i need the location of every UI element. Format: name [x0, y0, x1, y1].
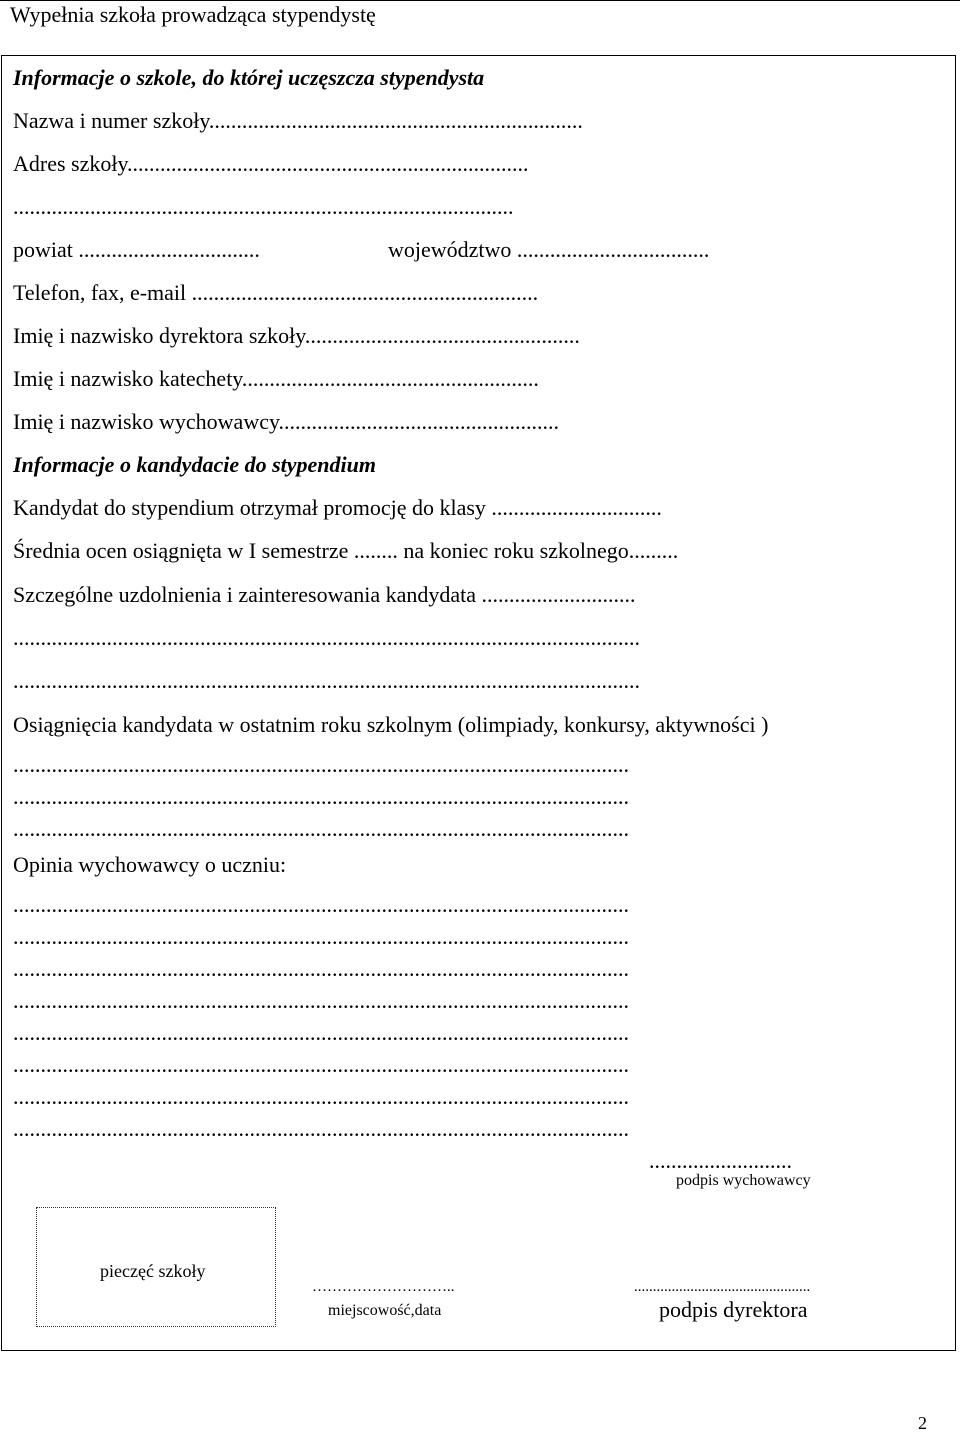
tutor-name-field[interactable]: Imię i nazwisko wychowawcy...................................................: [13, 409, 560, 434]
candidate-section-heading: Informacje o kandydacie do stypendium: [13, 452, 376, 477]
school-address-field[interactable]: Adres szkoły.........................................................................: [13, 151, 529, 176]
achievements-line[interactable]: ................................................................................................................: [13, 752, 629, 777]
contact-field[interactable]: Telefon, fax, e-mail ...............................................................: [13, 280, 539, 305]
opinion-line[interactable]: ................................................................................................................: [13, 1084, 629, 1109]
catechist-name-field[interactable]: Imię i nazwisko katechety......................................................: [13, 366, 539, 391]
place-date-line[interactable]: ………………………..: [312, 1279, 455, 1295]
opinion-line[interactable]: ................................................................................................................: [13, 924, 629, 949]
header-note: Wypełnia szkoła prowadząca stypendystę: [10, 2, 376, 27]
school-stamp-label: pieczęć szkoły: [100, 1261, 206, 1281]
promotion-field[interactable]: Kandydat do stypendium otrzymał promocję do klasy ...............................: [13, 495, 662, 520]
talents-continuation-line[interactable]: ..................................................................................................................: [13, 625, 640, 650]
opinion-line[interactable]: ................................................................................................................: [13, 1052, 629, 1077]
page-number: 2: [918, 1413, 927, 1433]
opinion-line[interactable]: ................................................................................................................: [13, 1116, 629, 1141]
grade-average-field[interactable]: Średnia ocen osiągnięta w I semestrze ........ na koniec roku szkolnego.........: [13, 538, 679, 563]
top-rule: [0, 0, 960, 1]
opinion-line[interactable]: ................................................................................................................: [13, 1020, 629, 1045]
opinion-line[interactable]: ................................................................................................................: [13, 956, 629, 981]
tutor-signature-label: podpis wychowawcy: [676, 1172, 811, 1189]
opinion-line[interactable]: ................................................................................................................: [13, 892, 629, 917]
place-date-label: miejscowość,data: [328, 1302, 442, 1319]
director-signature-label: podpis dyrektora: [659, 1297, 808, 1322]
school-section-heading: Informacje o szkole, do której uczęszcza stypendysta: [13, 65, 485, 90]
achievements-label: Osiągnięcia kandydata w ostatnim roku szkolnym (olimpiady, konkursy, aktywności ): [13, 712, 769, 737]
opinion-label: Opinia wychowawcy o uczniu:: [13, 852, 287, 877]
talents-continuation-line[interactable]: ..................................................................................................................: [13, 668, 640, 693]
achievements-line[interactable]: ................................................................................................................: [13, 816, 629, 841]
voivodeship-field[interactable]: województwo ...................................: [388, 237, 710, 262]
opinion-line[interactable]: ................................................................................................................: [13, 988, 629, 1013]
school-name-field[interactable]: Nazwa i numer szkoły....................................................................: [13, 108, 583, 133]
achievements-line[interactable]: ................................................................................................................: [13, 784, 629, 809]
director-signature-line[interactable]: ...............................................: [634, 1279, 811, 1295]
county-field[interactable]: powiat .................................: [13, 237, 260, 262]
school-address-continuation[interactable]: ...........................................................................................: [13, 194, 514, 219]
talents-field[interactable]: Szczególne uzdolnienia i zainteresowania kandydata ............................: [13, 582, 636, 607]
director-name-field[interactable]: Imię i nazwisko dyrektora szkoły..................................................: [13, 323, 580, 348]
tutor-signature-line[interactable]: ..........................: [649, 1148, 792, 1173]
